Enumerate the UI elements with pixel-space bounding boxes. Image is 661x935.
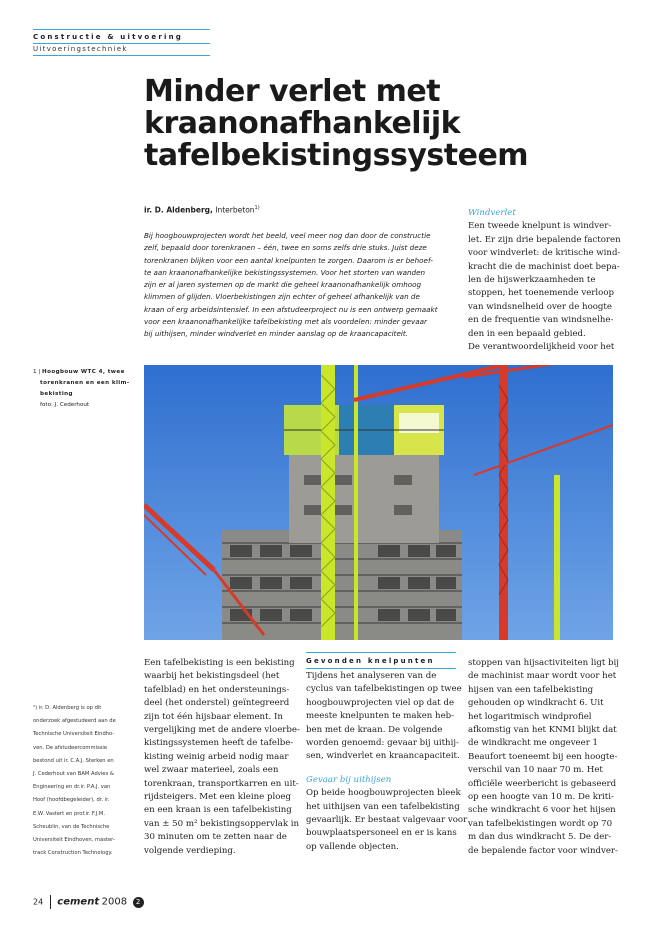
body-line: bouwplaatspersoneel en er is kans xyxy=(306,828,457,839)
lead-line: te aan kraanonafhankelijke bekistingssystemen. Voor het storten van wanden xyxy=(144,267,426,277)
footnote-line: track Construction Technology. xyxy=(33,850,113,857)
body-line: afkomstig van het KNMI blijkt dat xyxy=(468,725,617,736)
body-column-2 xyxy=(306,670,468,854)
body-line: de machinist maar wordt voor het xyxy=(468,671,617,682)
footnote-line: J. Cederhout van BAM Advies & xyxy=(33,771,114,778)
box-rule-top xyxy=(306,652,456,653)
footnote-line: onderzoek afgestudeerd aan de xyxy=(33,718,116,725)
climbing-formwork xyxy=(284,405,444,455)
body-line: Beaufort toeneemt bij een hoogte- xyxy=(468,751,618,762)
title-line: tafelbekistingssysteem xyxy=(144,138,529,173)
building-photo xyxy=(144,365,613,640)
body-line: officiële weerbericht is gebaseerd xyxy=(468,778,617,789)
footnote-line: Technische Universiteit Eindho- xyxy=(33,731,115,738)
tower-core xyxy=(289,443,439,543)
body-line: Tijdens het analyseren van de xyxy=(306,671,437,681)
body-line: zijn tot één hijsbaar element. In xyxy=(144,711,283,722)
caption-credit: foto: J. Cederhout xyxy=(40,402,90,408)
body-line: kistingssystemen heeft de tafelbe- xyxy=(144,738,294,749)
body-line: tafelblad) en het ondersteunings- xyxy=(144,684,290,695)
footnote-line: Scheublin, van de Technische xyxy=(33,823,110,830)
footnote xyxy=(33,702,131,860)
body-line: op een hoogte van 10 m. De kriti- xyxy=(468,792,614,803)
lead-line: kraan of erg arbeidsintensief. In een afstudeerproject nu is een ontwerp gemaakt xyxy=(144,304,438,314)
author-note-ref: 1) xyxy=(254,205,260,211)
body-line: meeste knelpunten te maken heb- xyxy=(306,711,455,722)
windverlet-line: voor windverlet: de kritische wind- xyxy=(468,248,621,259)
body-line: stoppen van hijsactiviteiten ligt bij xyxy=(468,658,619,668)
footnote-line: Universiteit Eindhoven, master- xyxy=(33,837,115,844)
author-name: ir. D. Aldenberg, xyxy=(144,205,213,215)
body-line: rijdsteigers. Met een kleine ploeg xyxy=(144,792,291,803)
body-line: gevaarlijk. Er bestaat valgevaar voor xyxy=(306,815,468,826)
section-label: Constructie & uitvoering xyxy=(33,33,183,41)
page-number: 24 xyxy=(33,897,44,907)
body-line: verschil van 10 naar 70 m. Het xyxy=(468,765,603,776)
photo-caption: 1 | Hoogbouw WTC 4, twee torenkranen en een klim- bekisting foto: J. Cederhout xyxy=(33,369,130,408)
windverlet-line: van windsnelheid over de hoogte xyxy=(468,301,612,312)
author-affiliation: Interbeton xyxy=(215,205,255,215)
footnote-line: E.W. Vastert en prof.ir. F.J.M. xyxy=(33,810,106,817)
windverlet-line: kracht die de machinist doet bepa- xyxy=(468,261,620,272)
windverlet-line: Een tweede knelpunt is windver- xyxy=(468,221,612,232)
body-line: ben met de kraan. De volgende xyxy=(306,724,443,735)
body-line: op vallende objecten. xyxy=(306,841,399,852)
body-line: de windkracht me ongeveer 1 xyxy=(468,738,599,749)
title-line: Minder verlet met xyxy=(144,74,441,109)
knelpunten-heading: Gevonden knelpunten xyxy=(306,657,435,665)
body-line: waarbij het bekistingsdeel (het xyxy=(144,671,280,682)
body-line: m dan dus windkracht 5. De der- xyxy=(468,832,612,843)
windverlet-line: en de frequentie van windsnelhe- xyxy=(468,315,614,326)
body-line: volgende verdieping. xyxy=(144,845,236,856)
caption-number: 1 xyxy=(33,369,37,375)
lead-line: bij uithijsen, minder windverlet en minder aanslag op de kraancapaciteit. xyxy=(144,329,408,339)
body-line: hoogbouwprojecten viel op dat de xyxy=(306,697,455,708)
windverlet-line: den in een bepaald gebied. xyxy=(468,328,586,339)
page-footer xyxy=(33,895,144,909)
body-line: hijsen van een tafelbekisting xyxy=(468,684,594,695)
lead-line: Bij hoogbouwprojecten wordt het beeld, veel meer nog dan door de constructie xyxy=(144,231,431,240)
footnote-line: bestond uit ir. C.A.J. Sterken en xyxy=(33,757,114,764)
footnote-line: ¹) ir. D. Aldenberg is op dit xyxy=(33,705,102,711)
windverlet-line: stoppen, het toenemende verloop xyxy=(468,288,614,299)
body-line: de bepalende factor voor windver- xyxy=(468,845,618,856)
lead-line: torenkranen blijken voor een aantal knelpunten te zorgen. Daarom is er behoef- xyxy=(144,255,433,265)
issue-badge xyxy=(133,897,144,908)
body-line: Een tafelbekisting is een bekisting xyxy=(144,658,295,668)
windverlet-heading: Windverlet xyxy=(468,208,516,218)
caption-title-line: Hoogbouw WTC 4, twee xyxy=(42,369,125,375)
lead-line: zelf, bepaald door torenkranen – één, twee en soms zelfs drie stuks. Juist deze xyxy=(144,243,427,253)
windverlet-line: len de hijswerkzaamheden te xyxy=(468,275,596,286)
body-line: van ± 50 m² bekistingsoppervlak in xyxy=(144,818,300,829)
windverlet-section xyxy=(468,207,628,354)
body-line: het logaritmisch windprofiel xyxy=(468,711,592,722)
footnote-line: Hoof (hoofdbegeleider), dr. ir. xyxy=(33,797,110,804)
header-rule-top xyxy=(33,29,210,30)
lead-paragraph xyxy=(144,230,456,341)
author-line xyxy=(144,205,260,215)
lead-line: voor een kraanonafhankelijke tafelbekisting met als voordelen: minder gevaar xyxy=(144,317,427,327)
body-line: wel zwaar materieel, zoals een xyxy=(144,765,279,776)
body-line: van tafelbekistingen wordt op 70 xyxy=(468,818,613,829)
footnote-line: ven. De afstudeercommissie xyxy=(33,744,108,751)
body-line: 30 minuten om te zetten naar de xyxy=(144,832,287,843)
body-line: Op beide hoogbouwprojecten bleek xyxy=(306,788,461,799)
body-line: kisting weinig arbeid nodig maar xyxy=(144,751,289,762)
body-line: worden genoemd: gevaar bij uithij- xyxy=(306,738,459,749)
body-line: sche windkracht 6 voor het hijsen xyxy=(468,805,616,816)
body-column-1 xyxy=(144,657,300,858)
caption-title-line: bekisting xyxy=(40,391,73,397)
lead-line: klimmen of glijden. Vloerbekistingen zijn echter of geheel afhankelijk van de xyxy=(144,292,420,302)
body-line: en een kraan is een tafelbekisting xyxy=(144,805,292,816)
body-line: cyclus van tafelbekistingen op twee xyxy=(306,684,462,695)
article-title xyxy=(144,76,624,172)
body-line: deel (het onderstel) geïntegreerd xyxy=(144,698,290,709)
magazine-year: 2008 xyxy=(101,896,128,908)
caption-title-line: torenkranen en een klim- xyxy=(40,380,130,386)
subsection-label: Uitvoeringstechniek xyxy=(33,45,128,53)
magazine-name: cement xyxy=(57,896,100,908)
issue-number: 2 xyxy=(135,897,141,906)
lead-line: zijn er al jaren systemen op de markt die geheel kraanonafhankelijk omhoog xyxy=(144,280,422,290)
body-line: het uithijsen van een tafelbekisting xyxy=(306,801,460,812)
body-line: torenkraan, transportkarren en uit- xyxy=(144,778,299,789)
title-line: kraanonafhankelijk xyxy=(144,106,461,141)
lower-building xyxy=(222,530,462,640)
body-line: vergelijking met de andere vloerbe- xyxy=(144,725,300,736)
footnote-line: Engineering en dr.ir. P.A.J. van xyxy=(33,784,111,791)
windverlet-line: De verantwoordelijkheid voor het xyxy=(468,342,615,353)
gevaar-heading: Gevaar bij uithijsen xyxy=(306,774,392,785)
body-line: sen, windverlet en kraancapaciteit. xyxy=(306,751,460,762)
body-line: gehouden op windkracht 6. Uit xyxy=(468,698,604,709)
header-rule-bottom xyxy=(33,55,210,56)
windverlet-line: let. Er zijn drie bepalende factoren xyxy=(468,234,621,245)
body-column-3 xyxy=(468,657,628,858)
header-rule-middle xyxy=(33,43,210,44)
box-rule-bottom xyxy=(306,668,456,669)
